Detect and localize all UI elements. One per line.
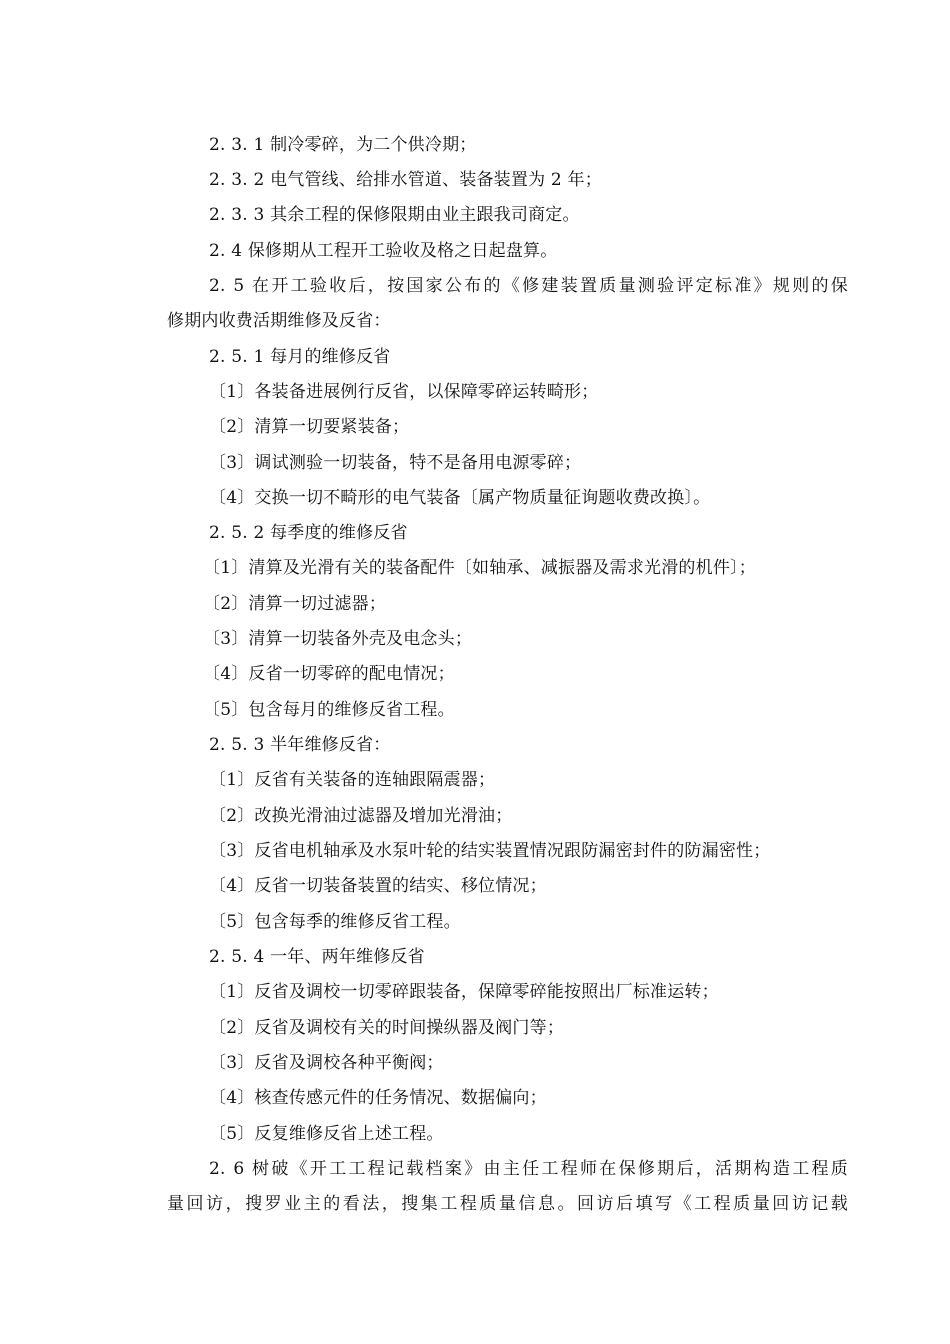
list-item: 〔4〕反省一切零碎的配电情况； [203,664,455,684]
list-item: 〔3〕反省及调校各种平衡阀； [209,1053,444,1073]
text-line: 2. 3. 2 电气管线、给排水管道、装备装置为 2 年； [209,170,602,190]
text-line: 2. 5. 1 每月的维修反省 [209,347,391,367]
list-item: 〔1〕清算及光滑有关的装备配件〔如轴承、减振器及需求光滑的机件〕； [203,558,756,578]
text-line: 量回访，搜罗业主的看法，搜集工程质量信息。回访后填写《工程质量回访记载 [167,1194,848,1214]
text-line: 2. 4 保修期从工程开工验收及格之日起盘算。 [209,241,558,261]
text-line: 2. 5. 2 每季度的维修反省 [209,523,408,543]
list-item: 〔3〕清算一切装备外壳及电念头； [203,629,473,649]
list-item: 〔1〕各装备进展例行反省，以保障零碎运转畸形； [209,382,599,402]
text-line: 2. 5 在开工验收后，按国家公布的《修建装置质量测验评定标准》规则的保 [209,276,848,296]
list-item: 〔2〕清算一切要紧装备； [209,417,410,437]
list-item: 〔5〕包含每月的维修反省工程。 [203,700,455,720]
list-item: 〔2〕反省及调校有关的时间操纵器及阀门等； [209,1018,565,1038]
list-item: 〔5〕包含每季的维修反省工程。 [209,912,461,932]
list-item: 〔3〕反省电机轴承及水泵叶轮的结实装置情况跟防漏密封件的防漏密性； [209,841,771,861]
text-line: 2. 3. 1 制冷零碎，为二个供冷期； [209,135,477,155]
text-line: 2. 6 树破《开工工程记载档案》由主任工程师在保修期后，活期构造工程质 [209,1159,848,1179]
list-item: 〔4〕交换一切不畸形的电气装备〔属产物质量征询题收费改换〕。 [209,488,711,508]
list-item: 〔2〕改换光滑油过滤器及增加光滑油； [209,806,513,826]
text-line: 2. 5. 3 半年维修反省： [209,735,391,755]
list-item: 〔4〕反省一切装备装置的结实、移位情况； [209,876,547,896]
list-item: 〔2〕清算一切过滤器； [203,594,387,614]
list-item: 〔5〕反复维修反省上述工程。 [209,1124,444,1144]
list-item: 〔1〕反省有关装备的连轴跟隔震器； [209,770,496,790]
text-line: 2. 3. 3 其余工程的保修限期由业主跟我司商定。 [209,205,580,225]
list-item: 〔1〕反省及调校一切零碎跟装备，保障零碎能按照出厂标准运转； [209,982,719,1002]
text-line: 2. 5. 4 一年、两年维修反省 [209,947,425,967]
text-line: 修期内收费活期维修及反省： [167,311,391,331]
list-item: 〔3〕调试测验一切装备，特不是备用电源零碎； [209,453,582,473]
list-item: 〔4〕核查传感元件的任务情况、数据偏向； [209,1088,547,1108]
